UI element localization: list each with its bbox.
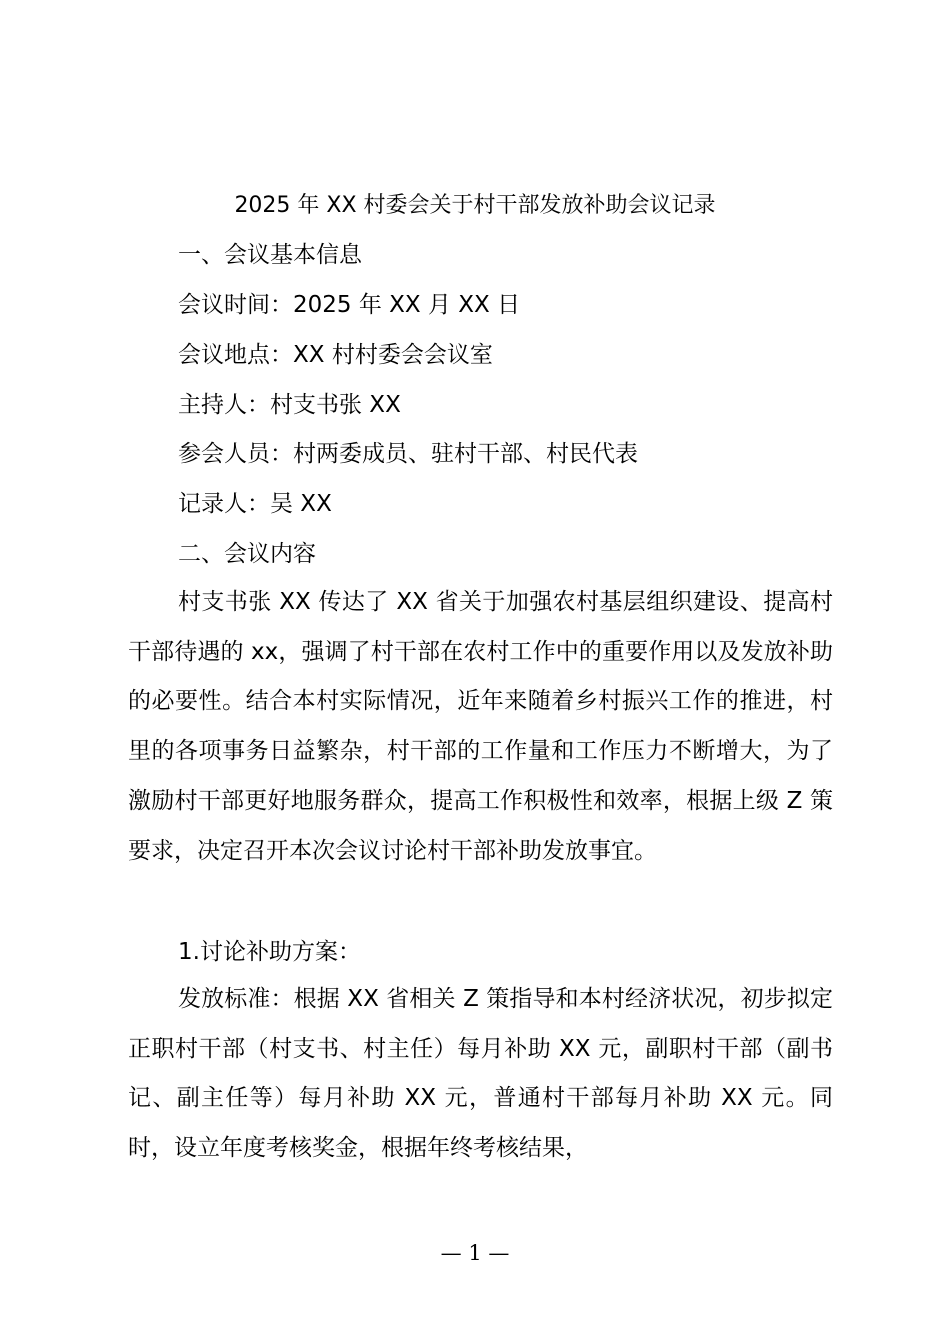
meeting-recorder: 记录人：吴 XX bbox=[178, 491, 332, 517]
body-paragraph-1: 村支书张 XX 传达了 XX 省关于加强农村基层组织建设、提高村干部待遇的 xx，强调了村干部在农村工作中的重要作用以及发放补助的必要性。结合本村实际情况，近年来随着乡村振兴工作的推进，村里的各项事务日益繁杂，村干部的工作量和工作压力不断增大，为了激励村干部更好地服务群众，提高工作积极性和效率，根据上级 Z 策要求，决定召开本次会议讨论村干部补助发放事宜。 bbox=[128, 589, 833, 864]
body-paragraph-2: 发放标准：根据 XX 省相关 Z 策指导和本村经济状况，初步拟定正职村干部（村支书、村主任）每月补助 XX 元，副职村干部（副书记、副主任等）每月补助 XX 元，普通村干部每月补助 XX 元。同时，设立年度考核奖金，根据年终考核结果， bbox=[128, 986, 833, 1162]
page-number: — 1 — bbox=[440, 1241, 510, 1265]
meeting-attendees: 参会人员：村两委成员、驻村干部、村民代表 bbox=[178, 441, 638, 467]
document-title: 2025 年 XX 村委会关于村干部发放补助会议记录 bbox=[234, 193, 716, 218]
meeting-time: 会议时间：2025 年 XX 月 XX 日 bbox=[178, 292, 521, 318]
meeting-host: 主持人：村支书张 XX bbox=[178, 392, 401, 418]
section-heading-basic-info: 一、会议基本信息 bbox=[178, 242, 362, 268]
subheading-subsidy-plan: 1.讨论补助方案： bbox=[178, 939, 361, 965]
section-heading-content: 二、会议内容 bbox=[178, 541, 316, 567]
meeting-place: 会议地点：XX 村村委会会议室 bbox=[178, 342, 493, 368]
